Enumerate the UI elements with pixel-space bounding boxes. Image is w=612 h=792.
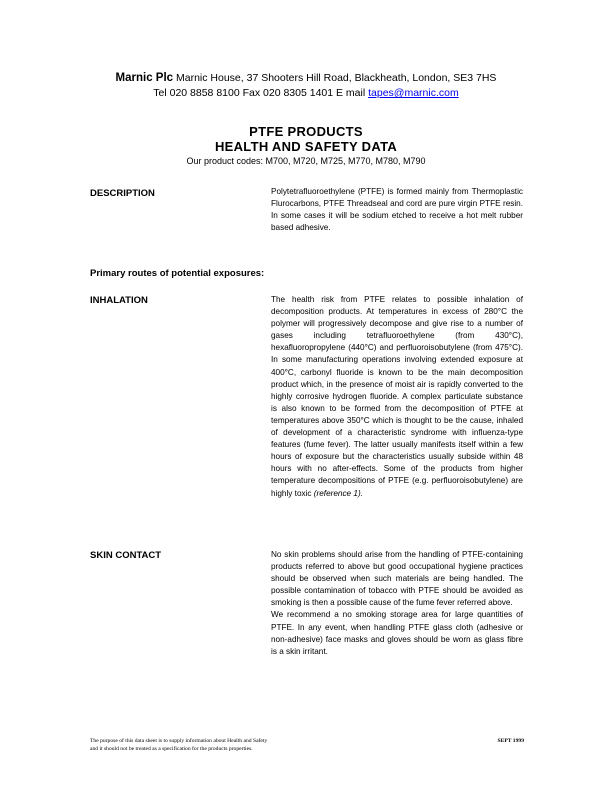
primary-routes-heading: Primary routes of potential exposures: [90,268,265,279]
contact-numbers: Tel 020 8858 8100 Fax 020 8305 1401 E mail [153,87,366,99]
footer [90,738,524,753]
skin-contact-paragraph-1: No skin problems should arise from the handling of PTFE-containing products referred to above but good occupational hygiene practices should be observed when such materials are being handled. The possible contamination of tobacco with PTFE should be avoided as smoking is then a possible cause of the fume fever referred above. [271,550,523,608]
footer-date: SEPT 1999 [497,738,524,744]
document-title: PTFE PRODUCTS [249,124,363,139]
company-address: Marnic House, 37 Shooters Hill Road, Blackheath, London, SE3 7HS [176,72,497,84]
skin-contact-paragraph-2: We recommend a no smoking storage area for large quantities of PTFE. In any event, when handling PTFE glass cloth (adhesive or non-adhesive) face masks and gloves should be worn as glass fibre is a skin irritant. [271,610,523,656]
inhalation-label: INHALATION [90,295,148,306]
inhalation-paragraph: The health risk from PTFE relates to possible inhalation of decomposition products. At temperatures in excess of 280°C the polymer will progressively decompose and give rise to a number of gases including tetrafluoroethylene (from 430°C), hexafluoropropylene (440°C) and perfluoroisobutylene (from 475°C). In some manufacturing operations involving extended exposure at 400°C, carbonyl fluoride is known to be the main decomposition product which, in the presence of moist air is rapidly converted to the highly corrosive hydrogen fluoride. A complex particulate substance is also known to be formed from the decomposition of PTFE at temperatures above 350°C which is thought to be the cause, inhaled of development of a characteristic syndrome with influenza-type features (fume fever). The latter usually manifests itself within a few hours of exposure but the characteristics usually subside within 48 hours with no after-effects. Some of the products from higher temperature decompositions of PTFE (e.g. perfluoroisobutylene) are highly toxic [271,295,523,498]
company-header [0,72,612,84]
description-text [271,186,523,234]
company-name: Marnic Plc [115,72,174,84]
inhalation-text [271,294,523,500]
footer-line-1: The purpose of this data sheet is to supply information about Health and Safety [90,738,268,744]
email-link[interactable]: tapes@marnic.com [368,87,459,99]
document-subtitle: HEALTH AND SAFETY DATA [214,139,398,154]
product-codes: Our product codes: M700, M720, M725, M770, M780, M790 [186,156,426,166]
description-label: DESCRIPTION [90,188,155,199]
footer-line-2: and it should not be treated as a specification for the products properties. [90,745,253,752]
skin-contact-text [271,549,523,658]
skin-contact-label: SKIN CONTACT [90,550,162,561]
description-paragraph: Polytetrafluoroethylene (PTFE) is formed mainly from Thermoplastic Flurocarbons, PTFE Threadseal and cord are pure virgin PTFE resin. In some cases it will be sodium etched to receive a hot melt rubber based adhesive. [271,187,523,233]
contact-line [0,87,612,99]
inhalation-reference: (reference 1). [313,488,363,498]
